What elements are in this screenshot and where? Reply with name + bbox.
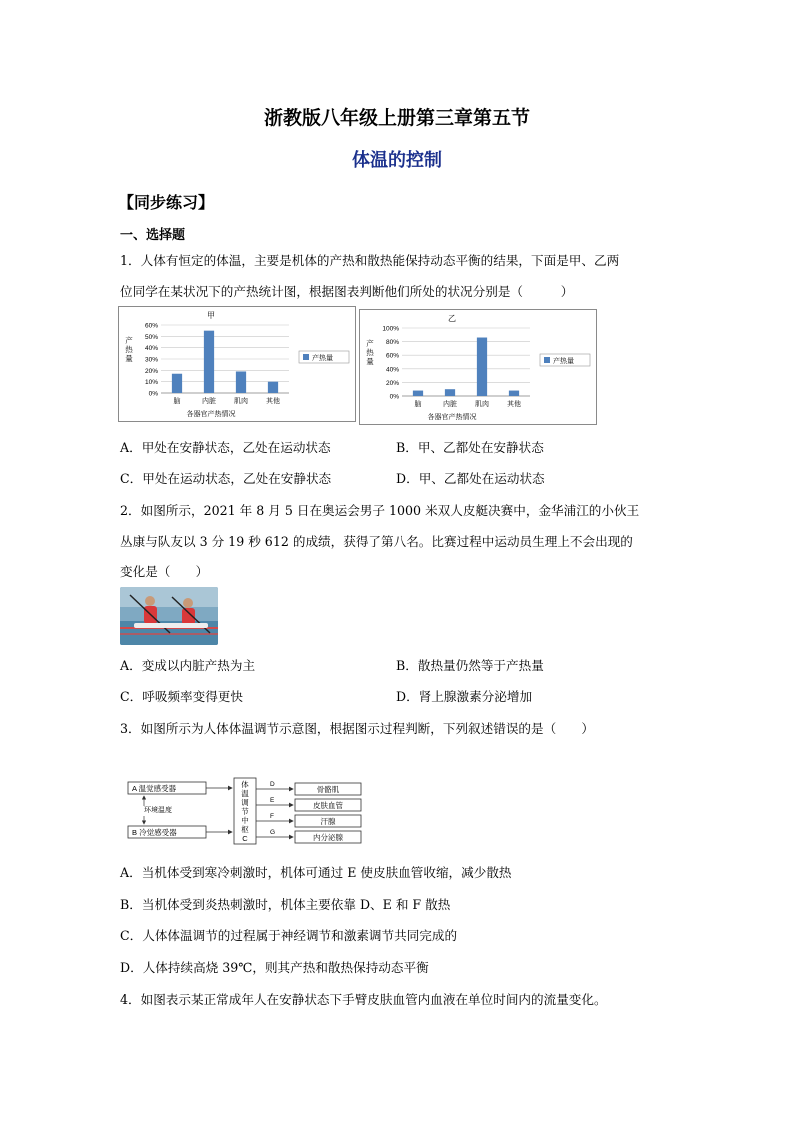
- legend-label: 产热量: [312, 354, 333, 362]
- x-tick-label: 肌肉: [475, 400, 489, 408]
- y-tick-label: 100%: [382, 325, 399, 333]
- q2-option-c[interactable]: C．呼吸频率变得更快: [120, 689, 243, 704]
- x-axis-label: 各器官产热情况: [427, 413, 477, 421]
- y-tick-label: 0%: [389, 393, 399, 401]
- kayak-photo: [120, 587, 218, 645]
- q1-option-c[interactable]: C．甲处在运动状态，乙处在安静状态: [120, 471, 332, 486]
- y-tick-label: 60%: [385, 352, 399, 360]
- chart-title: 乙: [448, 314, 456, 323]
- chart-jia: [118, 306, 356, 422]
- y-tick-label: 20%: [144, 367, 158, 375]
- q2-text-line1: 2．如图所示，2021 年 8 月 5 日在奥运会男子 1000 米双人皮艇决赛中，金华浦江的小伙王: [120, 503, 640, 518]
- q1-option-a[interactable]: A．甲处在安静状态，乙处在运动状态: [120, 440, 331, 455]
- legend-swatch: [303, 354, 309, 360]
- bar-肌肉: [477, 338, 487, 396]
- q2-option-d[interactable]: D．肾上腺激素分泌增加: [396, 689, 533, 704]
- q4-text-line1: 4．如图表示某正常成年人在安静状态下手臂皮肤血管内血液在单位时间内的流量变化。: [120, 992, 607, 1007]
- subsection-heading: 一、选择题: [120, 228, 186, 243]
- q3-option-b[interactable]: B．当机体受到炎热刺激时，机体主要依靠 D、E 和 F 散热: [120, 897, 451, 912]
- y-tick-label: 0%: [148, 390, 158, 398]
- y-axis-label-char: 产: [366, 339, 374, 348]
- env-temperature-label: 环境温度: [144, 807, 172, 814]
- y-axis-label-char: 量: [125, 354, 133, 363]
- x-tick-label: 其他: [507, 400, 521, 408]
- center-char: 温: [241, 789, 249, 798]
- q2-option-b[interactable]: B．散热量仍然等于产热量: [396, 658, 544, 673]
- q2-option-a[interactable]: A．变成以内脏产热为主: [120, 658, 256, 673]
- center-char: 中: [241, 816, 249, 825]
- q3-option-c[interactable]: C．人体体温调节的过程属于神经调节和激素调节共同完成的: [120, 928, 458, 943]
- q1-option-d[interactable]: D．甲、乙都处在运动状态: [396, 471, 545, 486]
- y-tick-label: 50%: [144, 333, 158, 341]
- q2-text-line2: 丛康与队友以 3 分 19 秒 612 的成绩，获得了第八名。比赛过程中运动员生理上不会出现的: [120, 534, 633, 549]
- y-tick-label: 80%: [385, 339, 399, 347]
- x-tick-label: 内脏: [443, 400, 457, 408]
- bar-其他: [509, 391, 519, 396]
- x-tick-label: 脑: [414, 400, 422, 408]
- section-heading: 【同步练习】: [118, 193, 215, 212]
- effector-label: 汗腺: [320, 817, 336, 826]
- center-char: 调: [241, 798, 249, 807]
- effector-letter: E: [270, 797, 275, 804]
- y-tick-label: 60%: [144, 322, 158, 330]
- effector-label: 内分泌腺: [313, 833, 343, 842]
- y-tick-label: 40%: [385, 366, 399, 374]
- thermoregulation-diagram: [120, 776, 370, 852]
- page-subtitle: 体温的控制: [352, 150, 442, 171]
- bar-脑: [413, 391, 423, 396]
- bar-其他: [268, 382, 278, 393]
- q1-option-b[interactable]: B．甲、乙都处在安静状态: [396, 440, 544, 455]
- y-axis-label-char: 热: [366, 348, 374, 357]
- y-tick-label: 40%: [144, 345, 158, 353]
- x-tick-label: 其他: [266, 397, 280, 405]
- bar-脑: [172, 374, 182, 393]
- effector-letter: D: [270, 781, 275, 788]
- q3-option-d[interactable]: D．人体持续高烧 39℃，则其产热和散热保持动态平衡: [120, 960, 429, 975]
- q1-text-line2: 位同学在某状况下的产热统计图，根据图表判断他们所处的状况分别是（ ）: [120, 284, 574, 299]
- y-axis-label-char: 热: [125, 345, 133, 354]
- q3-option-a[interactable]: A．当机体受到寒冷刺激时，机体可通过 E 使皮肤血管收缩，减少散热: [120, 865, 512, 880]
- center-char: 节: [241, 807, 249, 816]
- q1-text-line1: 1．人体有恒定的体温，主要是机体的产热和散热能保持动态平衡的结果，下面是甲、乙两: [120, 253, 620, 268]
- page-title: 浙教版八年级上册第三章第五节: [263, 107, 530, 129]
- center-char: C: [242, 834, 248, 843]
- thermoregulation-diagram-svg: [120, 776, 370, 848]
- chart-title: 甲: [207, 311, 215, 320]
- kayak-photo-image: [120, 587, 218, 645]
- x-tick-label: 脑: [173, 397, 181, 405]
- effector-letter: G: [270, 829, 276, 836]
- chart-jia-svg: [119, 307, 355, 421]
- y-tick-label: 20%: [385, 379, 399, 387]
- bar-内脏: [445, 389, 455, 396]
- y-axis-label-char: 产: [125, 336, 133, 345]
- receptor-a-label: A 温觉感受器: [132, 784, 177, 793]
- bar-肌肉: [236, 371, 246, 393]
- y-tick-label: 30%: [144, 356, 158, 364]
- effector-letter: F: [270, 813, 274, 820]
- effector-label: 皮肤血管: [313, 801, 343, 810]
- x-tick-label: 内脏: [202, 397, 216, 405]
- legend-label: 产热量: [553, 357, 574, 365]
- effector-label: 骨骼肌: [316, 785, 340, 794]
- legend-swatch: [544, 357, 550, 363]
- x-tick-label: 肌肉: [234, 397, 248, 405]
- center-char: 体: [241, 780, 249, 789]
- center-char: 枢: [241, 825, 249, 834]
- receptor-b-label: B 冷觉感受器: [132, 828, 177, 837]
- q3-text-line1: 3．如图所示为人体体温调节示意图，根据图示过程判断，下列叙述错误的是（ ）: [120, 721, 594, 736]
- chart-yi-svg: [360, 310, 596, 424]
- chart-yi: [359, 309, 597, 425]
- x-axis-label: 各器官产热情况: [186, 410, 236, 418]
- q2-text-line3: 变化是（ ）: [120, 564, 209, 579]
- y-tick-label: 10%: [144, 379, 158, 387]
- bar-内脏: [204, 331, 214, 393]
- y-axis-label-char: 量: [366, 357, 374, 366]
